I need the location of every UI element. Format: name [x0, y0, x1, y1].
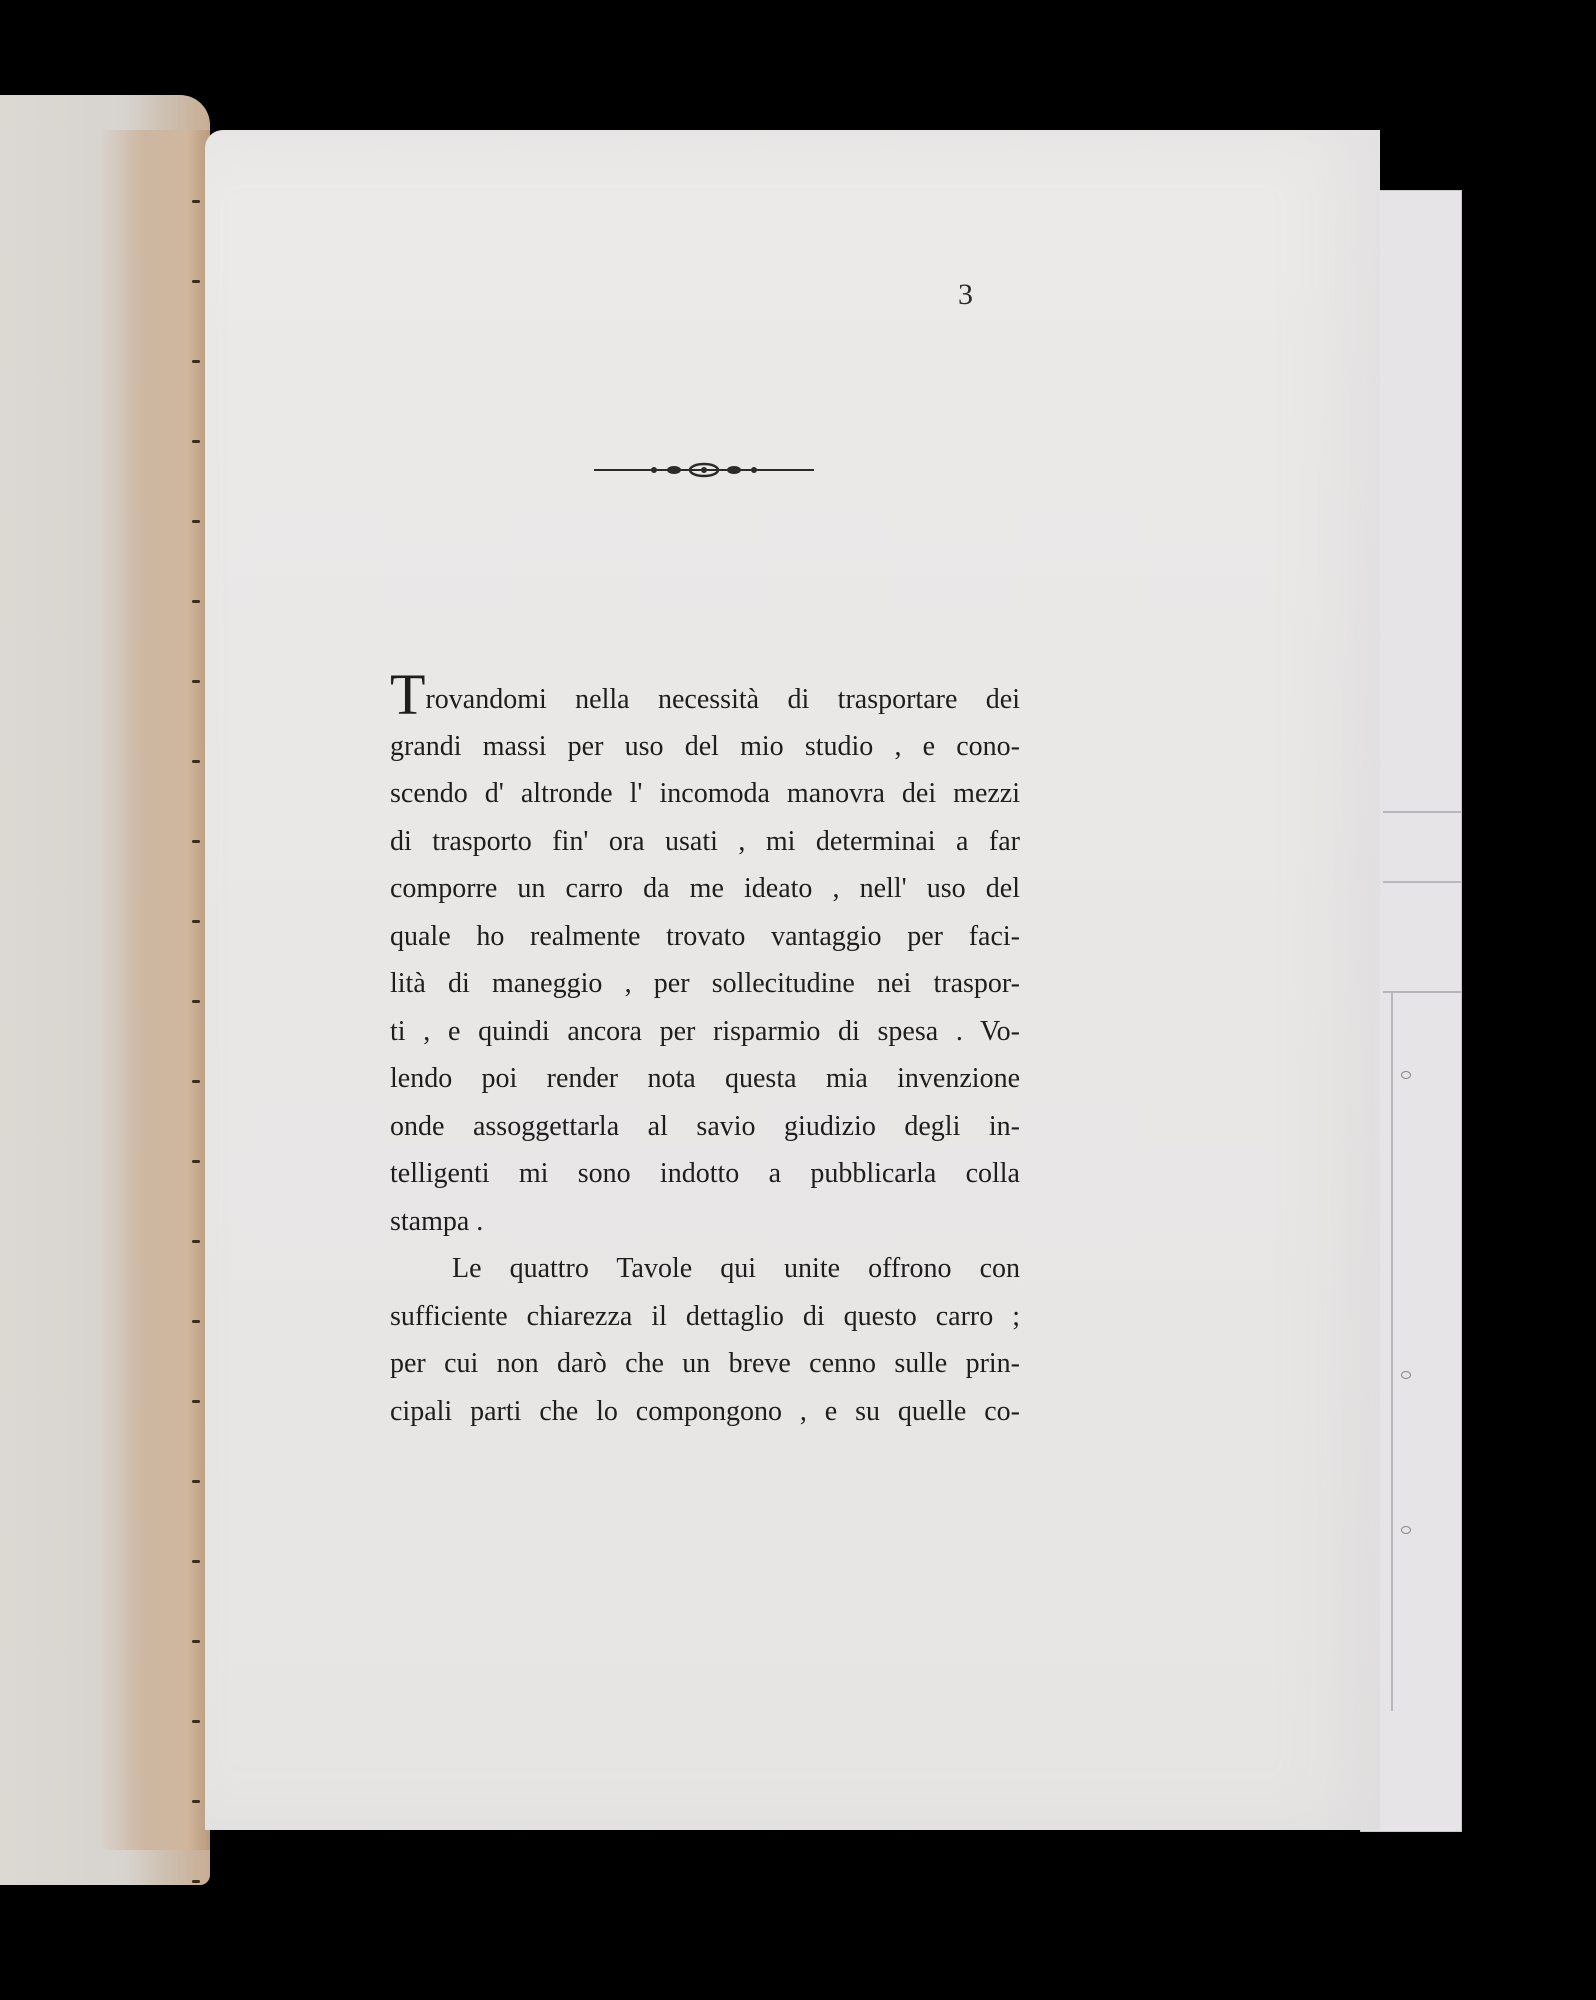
- plate-mark: [1401, 1371, 1411, 1379]
- text-line: comporre un carro da me ideato , nell' uso del: [390, 873, 1020, 904]
- stitch-mark: [192, 1880, 200, 1883]
- stitch-mark: [192, 760, 200, 763]
- text-line: Le quattro Tavole qui unite offrono con: [452, 1253, 1020, 1284]
- paragraph-2: [390, 1245, 1020, 1435]
- stitch-mark: [192, 1480, 200, 1483]
- text-line: di trasporto fin' ora usati , mi determinai a far: [390, 825, 1020, 857]
- stitch-mark: [192, 1000, 200, 1003]
- text-line: Trovandomi nella necessità di trasportare dei: [390, 662, 1020, 727]
- stitch-mark: [192, 1320, 200, 1323]
- stitch-mark: [192, 1800, 200, 1803]
- plate-mark: [1401, 1526, 1411, 1534]
- ornament-divider-icon: [594, 455, 814, 485]
- stitch-mark: [192, 360, 200, 363]
- stitch-mark: [192, 680, 200, 683]
- stitch-mark: [192, 1640, 200, 1643]
- drop-cap: T: [390, 662, 426, 727]
- plate-rule: [1383, 881, 1461, 883]
- plate-rule: [1391, 991, 1393, 1711]
- stitch-mark: [192, 600, 200, 603]
- page-number: 3: [958, 278, 973, 311]
- text-line: per cui non darò che un breve cenno sulle prin-: [390, 1348, 1020, 1379]
- stitch-mark: [192, 1080, 200, 1083]
- body-text: [390, 662, 1020, 1435]
- book-gutter: [100, 130, 210, 1850]
- paragraph-1: [390, 662, 1020, 1245]
- text-line: lendo poi render nota questa mia invenzione: [390, 1063, 1020, 1094]
- plate-rule: [1383, 991, 1461, 993]
- text-line: telligenti mi sono indotto a pubblicarla colla: [390, 1158, 1020, 1189]
- text-line: ti , e quindi ancora per risparmio di spesa . Vo-: [390, 1015, 1020, 1047]
- plate-mark: [1401, 1071, 1411, 1079]
- text-line: cipali parti che lo compongono , e su quelle co-: [390, 1395, 1020, 1427]
- text-line: onde assoggettarla al savio giudizio degli in-: [390, 1110, 1020, 1142]
- stitch-mark: [192, 200, 200, 203]
- plate-rule: [1383, 811, 1461, 813]
- stitch-mark: [192, 1160, 200, 1163]
- stitch-mark: [192, 520, 200, 523]
- text-line: quale ho realmente trovato vantaggio per faci-: [390, 920, 1020, 952]
- stitch-mark: [192, 920, 200, 923]
- stitch-mark: [192, 440, 200, 443]
- text-line: stampa .: [390, 1205, 484, 1237]
- text-line: grandi massi per uso del mio studio , e cono-: [390, 730, 1020, 762]
- stitch-mark: [192, 1400, 200, 1403]
- stitch-mark: [192, 1240, 200, 1243]
- stitch-mark: [192, 1560, 200, 1563]
- text-line: lità di maneggio , per sollecitudine nei traspor-: [390, 968, 1020, 999]
- text-line: scendo d' altronde l' incomoda manovra dei mezzi: [390, 778, 1020, 809]
- text-line: sufficiente chiarezza il dettaglio di questo carro ;: [390, 1300, 1020, 1332]
- stitch-mark: [192, 840, 200, 843]
- stitch-mark: [192, 280, 200, 283]
- stitch-mark: [192, 1720, 200, 1723]
